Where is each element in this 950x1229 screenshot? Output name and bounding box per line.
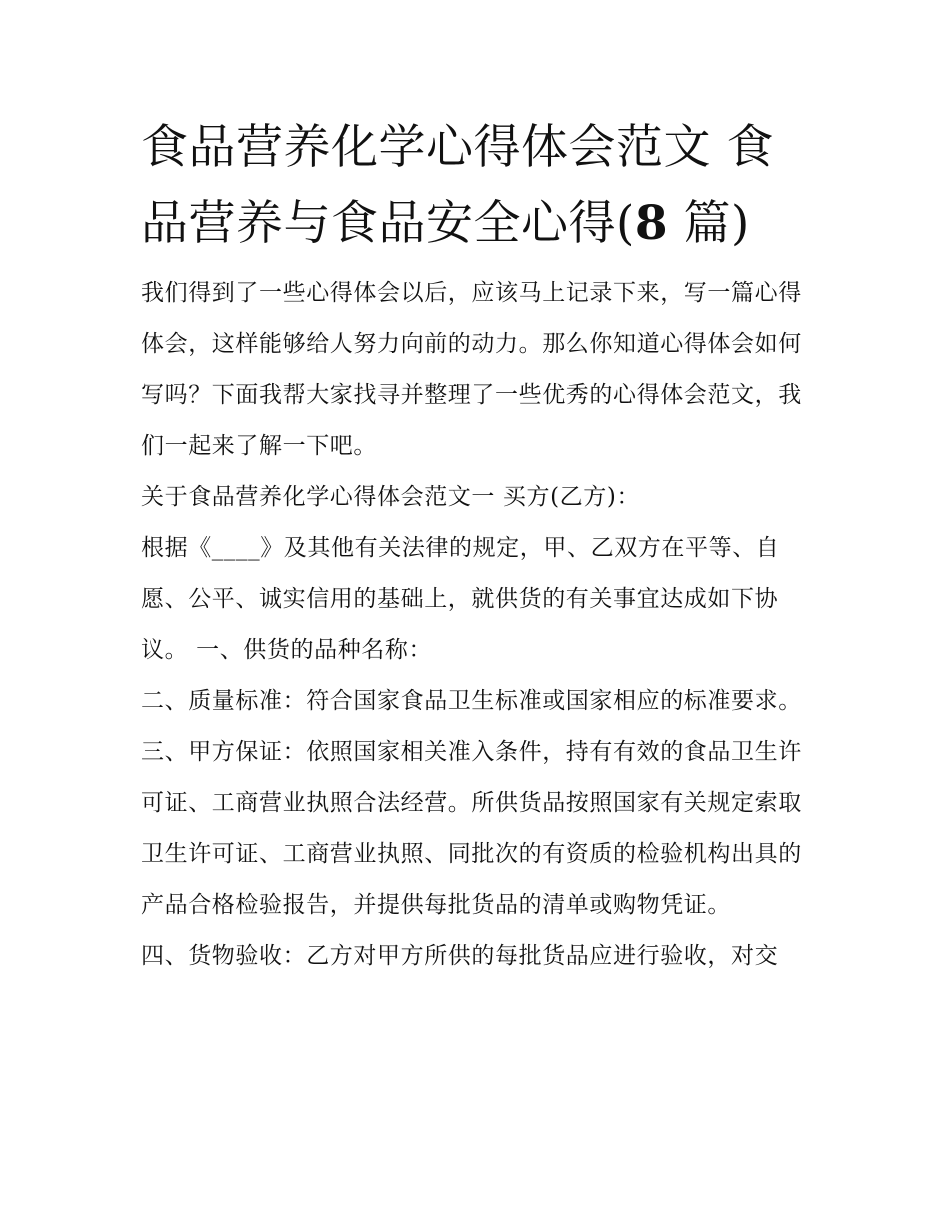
clause-quality: 二、质量标准：符合国家食品卫生标准或国家相应的标准要求。 — [141, 688, 802, 714]
title-suffix: 篇) — [668, 196, 750, 251]
section-heading: 关于食品营养化学心得体会范文一 买方(乙方)： — [141, 484, 641, 510]
title-count: 8 — [634, 196, 669, 251]
title-text: 食品营养化学心得体会范文 食品营养与食品安全心得( — [141, 120, 774, 251]
document-title — [141, 110, 816, 262]
agreement-paragraph: 根据《____》及其他有关法律的规定，甲、乙双方在平等、自愿、公平、诚实信用的基础上，就供货的有关事宜达成如下协议。 一、供货的品种名称： — [141, 535, 780, 663]
clause-guarantee: 三、甲方保证：依照国家相关准入条件，持有有效的食品卫生许可证、工商营业执照合法经营。所供货品按照国家有关规定索取卫生许可证、工商营业执照、同批次的有资质的检验机构出具的产品合格检验报告，并提供每批货品的清单或购物凭证。 — [141, 739, 802, 918]
document-page — [141, 110, 816, 982]
intro-paragraph: 我们得到了一些心得体会以后，应该马上记录下来，写一篇心得体会，这样能够给人努力向前的动力。那么你知道心得体会如何写吗？下面我帮大家找寻并整理了一些优秀的心得体会范文，我们一起来了解一下吧。 — [141, 280, 802, 459]
clause-inspection: 四、货物验收：乙方对甲方所供的每批货品应进行验收，对交 — [141, 943, 779, 969]
